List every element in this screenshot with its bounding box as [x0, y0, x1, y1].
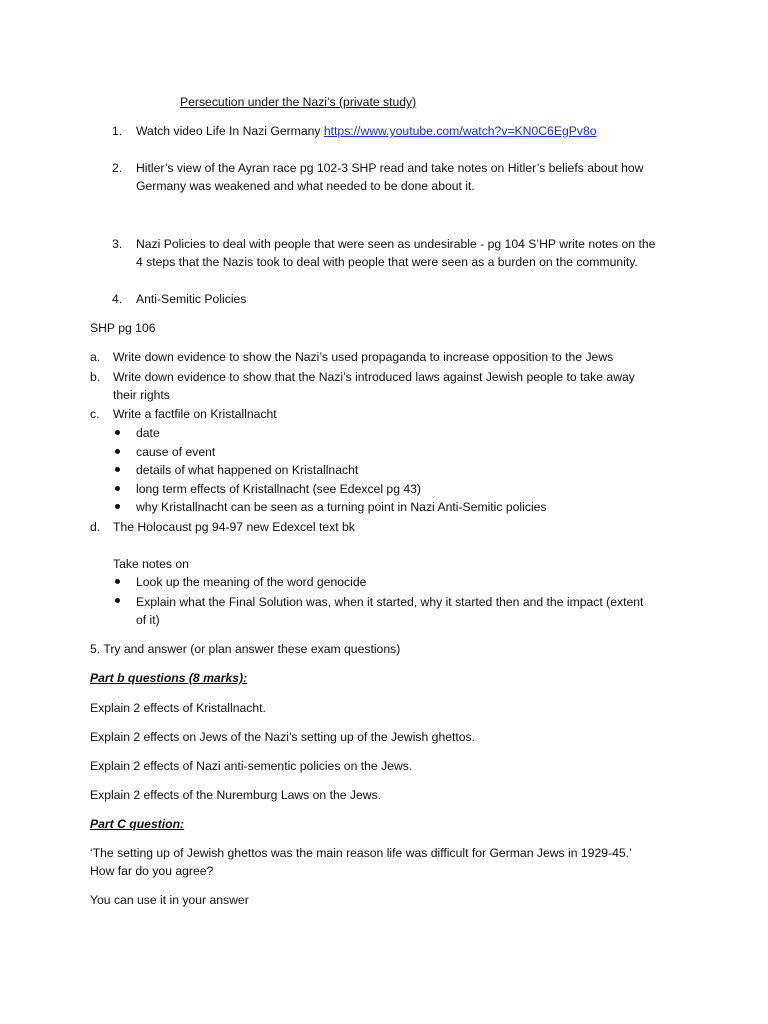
part-b-question-4: Explain 2 effects of the Nuremburg Laws on the Jews.: [90, 788, 382, 802]
item-2-line-2: Germany was weakened and what needed to be done about it.: [136, 179, 475, 193]
bullet-marker: [115, 598, 120, 603]
notes-heading: Take notes on: [113, 557, 189, 571]
item-c-bullet-4: long term effects of Kristallnacht (see Edexcel pg 43): [136, 482, 421, 496]
closing-text: You can use it in your answer: [90, 893, 249, 907]
part-b-question-3: Explain 2 effects of Nazi anti-sementic policies on the Jews.: [90, 759, 413, 773]
item-2-line-1: Hitler’s view of the Ayran race pg 102-3 SHP read and take notes on Hitler’s beliefs about how: [136, 161, 644, 175]
part-b-question-2: Explain 2 effects on Jews of the Nazi’s setting up of the Jewish ghettos.: [90, 730, 476, 744]
item-d-letter: d.: [90, 520, 101, 534]
part-b-heading: Part b questions (8 marks):: [90, 671, 248, 685]
item-c-bullet-2: cause of event: [136, 445, 216, 459]
item-2-number: 2.: [112, 161, 123, 175]
part-c-quote-line-1: ‘The setting up of Jewish ghettos was the main reason life was difficult for German Jews in 1929-45.’: [90, 846, 632, 860]
item-c-bullet-3: details of what happened on Kristallnacht: [136, 463, 359, 477]
item-d-bullet-2: Explain what the Final Solution was, when it started, why it started then and the impact (extent: [136, 595, 644, 609]
part-c-heading: Part C question:: [90, 817, 185, 831]
item-b-letter: b.: [90, 370, 101, 384]
bullet-marker: [115, 430, 120, 435]
bullet-marker: [115, 504, 120, 509]
item-a-letter: a.: [90, 350, 101, 364]
item-d-bullet-1: Look up the meaning of the word genocide: [136, 575, 367, 589]
item-3-line-1: Nazi Policies to deal with people that were seen as undesirable - pg 104 S’HP write notes on the: [136, 237, 656, 251]
item-c-bullet-1: date: [136, 426, 160, 440]
item-3-number: 3.: [112, 237, 123, 251]
part-b-question-1: Explain 2 effects of Kristallnacht.: [90, 701, 266, 715]
item-d-bullet-2-cont: of it): [136, 613, 160, 627]
item-1-text: [136, 122, 597, 140]
item-4-text: Anti-Semitic Policies: [136, 292, 247, 306]
item-c-text: Write a factfile on Kristallnacht: [113, 407, 277, 421]
item-c-bullet-5: why Kristallnacht can be seen as a turning point in Nazi Anti-Semitic policies: [136, 500, 547, 514]
item-3-line-2: 4 steps that the Nazis took to deal with people that were seen as a burden on the community.: [136, 255, 638, 269]
item-a-text: Write down evidence to show the Nazi’s used propaganda to increase opposition to the Jews: [113, 350, 614, 364]
item-1-number: 1.: [112, 124, 123, 138]
bullet-marker: [115, 579, 120, 584]
part-c-quote-line-2: How far do you agree?: [90, 864, 214, 878]
bullet-marker: [115, 486, 120, 491]
shp-reference: SHP pg 106: [90, 321, 156, 335]
item-c-letter: c.: [90, 407, 100, 421]
bullet-marker: [115, 449, 120, 454]
item-1-label: Watch video Life In Nazi Germany: [136, 124, 324, 138]
youtube-link[interactable]: https://www.youtube.com/watch?v=KN0C6EgPv8o: [323, 124, 597, 138]
item-d-text: The Holocaust pg 94-97 new Edexcel text bk: [113, 520, 355, 534]
bullet-marker: [115, 467, 120, 472]
page-title: Persecution under the Nazi’s (private study): [180, 95, 417, 109]
item-b-line-1: Write down evidence to show that the Nazi’s introduced laws against Jewish people to take away: [113, 370, 635, 384]
item-4-number: 4.: [112, 292, 123, 306]
item-b-line-2: their rights: [113, 388, 170, 402]
exam-intro: 5. Try and answer (or plan answer these exam questions): [90, 642, 401, 656]
